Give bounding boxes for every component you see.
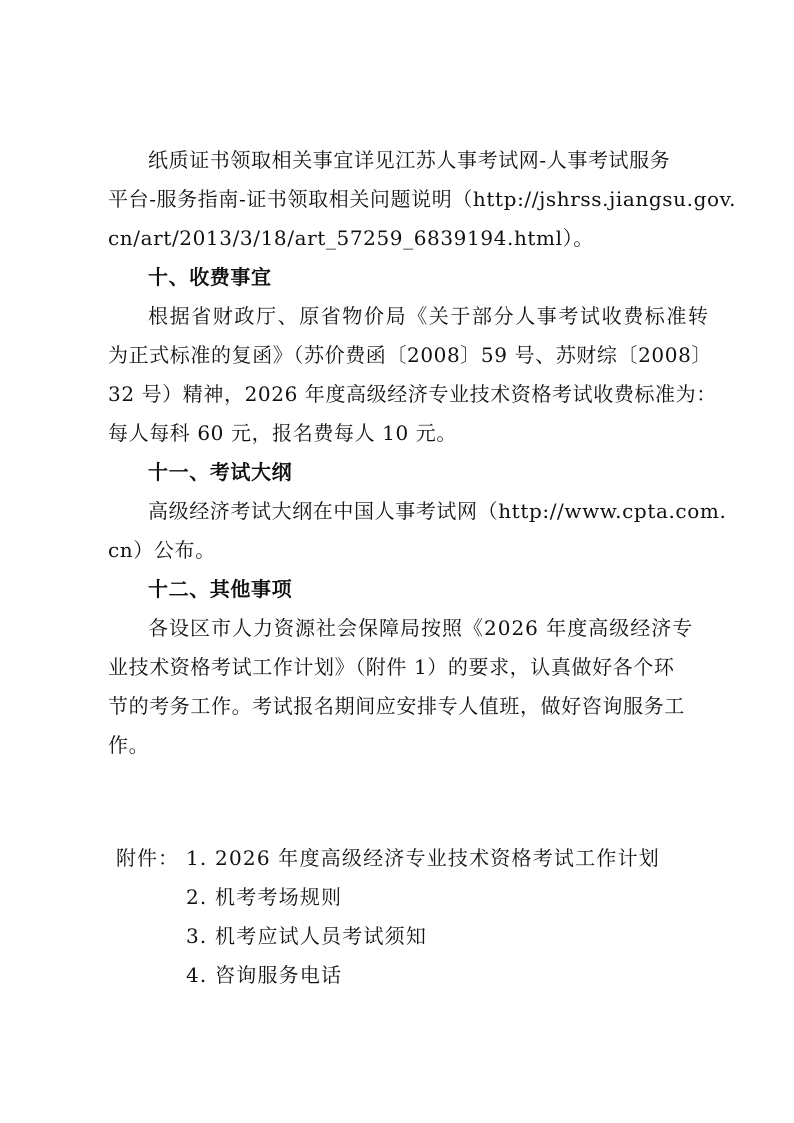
section-fees-heading: 十、收费事宜 — [148, 265, 272, 289]
certificate-line-1: 纸质证书领取相关事宜详见江苏人事考试网-人事考试服务 — [148, 148, 671, 172]
section-fees-line-1: 根据省财政厅、原省物价局《关于部分人事考试收费标准转 — [148, 304, 710, 328]
section-syllabus-line-1: 高级经济考试大纲在中国人事考试网（http://www.cpta.com. — [148, 499, 727, 523]
section-fees-line-3: 32 号）精神，2026 年度高级经济专业技术资格考试收费标准为： — [108, 382, 717, 406]
section-fees-line-4: 每人每科 60 元，报名费每人 10 元。 — [108, 421, 457, 445]
attachment-item-1: 1. 2026 年度高级经济专业技术资格考试工作计划 — [186, 846, 660, 870]
section-syllabus-heading: 十一、考试大纲 — [148, 460, 293, 484]
section-other-line-3: 节的考务工作。考试报名期间应安排专人值班，做好咨询服务工 — [108, 694, 685, 718]
section-other-line-1: 各设区市人力资源社会保障局按照《2026 年度高级经济专 — [148, 616, 694, 640]
section-other-line-2: 业技术资格考试工作计划》（附件 1）的要求，认真做好各个环 — [108, 655, 675, 679]
certificate-line-3: cn/art/2013/3/18/art_57259_6839194.html）。 — [108, 226, 594, 250]
section-fees-line-2: 为正式标准的复函》（苏价费函〔2008〕59 号、苏财综〔2008〕 — [108, 343, 713, 367]
section-syllabus-line-2: cn）公布。 — [108, 538, 216, 562]
attachment-item-4: 4. 咨询服务电话 — [186, 963, 343, 987]
attachment-item-2: 2. 机考考场规则 — [186, 885, 343, 909]
certificate-line-2: 平台-服务指南-证书领取相关问题说明（http://jshrss.jiangsu.gov. — [108, 187, 737, 211]
attachments-label: 附件： — [116, 846, 179, 870]
section-other-heading: 十二、其他事项 — [148, 577, 293, 601]
attachment-item-3: 3. 机考应试人员考试须知 — [186, 924, 428, 948]
section-other-line-4: 作。 — [108, 733, 150, 757]
